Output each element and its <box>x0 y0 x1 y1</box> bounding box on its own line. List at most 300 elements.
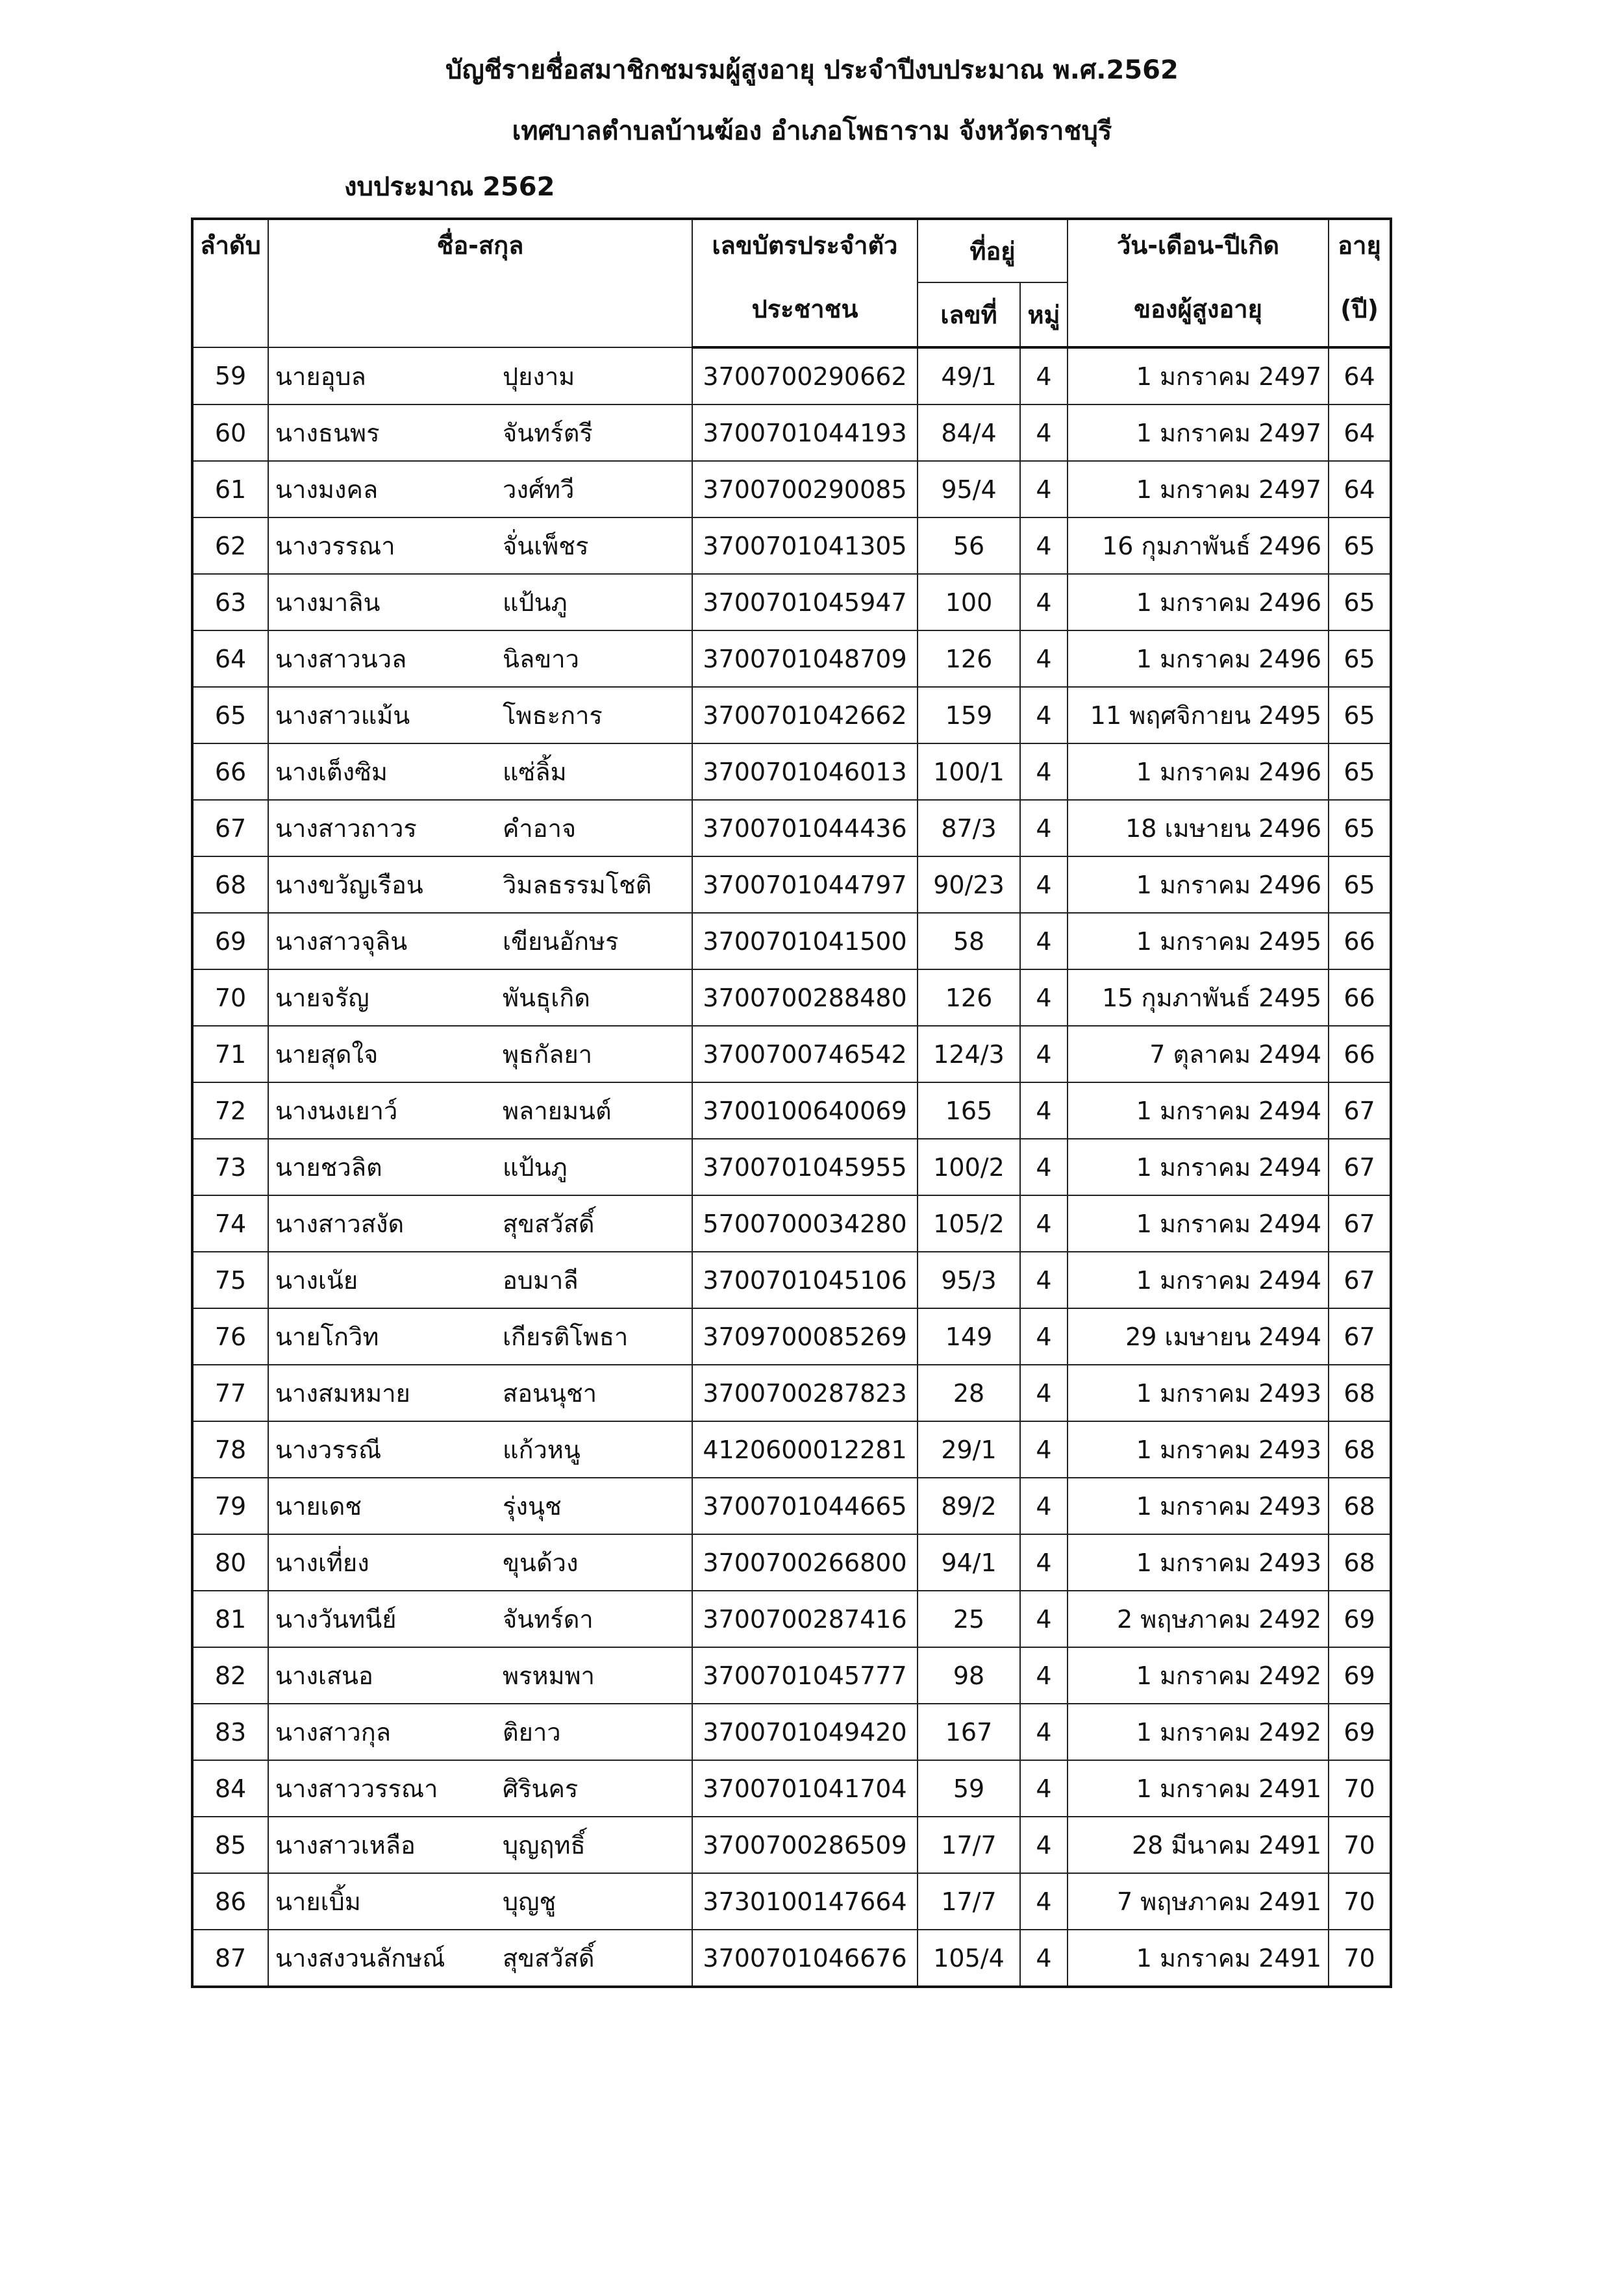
table-row <box>192 1082 1391 1139</box>
first-name: นายชวลิต <box>275 1153 382 1182</box>
table-row <box>192 856 1391 913</box>
member-name <box>268 1421 692 1478</box>
header-order: ลำดับ <box>192 219 268 347</box>
moo-number: 4 <box>1020 743 1068 800</box>
last-name: ติยาว <box>503 1718 561 1747</box>
house-number: 126 <box>918 969 1020 1026</box>
member-name <box>268 1817 692 1873</box>
table-row <box>192 1026 1391 1082</box>
date-of-birth: 16 กุมภาพันธ์ 2496 <box>1068 517 1329 574</box>
moo-number: 4 <box>1020 1647 1068 1704</box>
citizen-id: 3700701044665 <box>692 1478 918 1534</box>
row-number: 59 <box>192 347 268 404</box>
row-number: 87 <box>192 1930 268 1987</box>
date-of-birth: 1 มกราคม 2493 <box>1068 1421 1329 1478</box>
member-name <box>268 630 692 687</box>
house-number: 29/1 <box>918 1421 1020 1478</box>
first-name: นายอุบล <box>275 362 366 391</box>
member-name <box>268 1873 692 1930</box>
moo-number: 4 <box>1020 630 1068 687</box>
header-age-line2: (ปี) <box>1329 282 1391 347</box>
table-row <box>192 517 1391 574</box>
citizen-id: 3700100640069 <box>692 1082 918 1139</box>
last-name: วิมลธรรมโชติ <box>503 871 652 899</box>
table-row <box>192 1365 1391 1421</box>
age: 67 <box>1329 1252 1391 1308</box>
citizen-id: 3700700290662 <box>692 347 918 404</box>
age: 65 <box>1329 630 1391 687</box>
date-of-birth: 1 มกราคม 2496 <box>1068 630 1329 687</box>
first-name: นางเที่ยง <box>275 1549 369 1577</box>
row-number: 67 <box>192 800 268 856</box>
house-number: 49/1 <box>918 347 1020 404</box>
last-name: ขุนด้วง <box>503 1549 579 1577</box>
citizen-id: 3700700746542 <box>692 1026 918 1082</box>
moo-number: 4 <box>1020 404 1068 461</box>
date-of-birth: 1 มกราคม 2496 <box>1068 856 1329 913</box>
table-row <box>192 1252 1391 1308</box>
house-number: 58 <box>918 913 1020 969</box>
age: 69 <box>1329 1704 1391 1760</box>
table-row <box>192 574 1391 630</box>
member-name <box>268 1308 692 1365</box>
last-name: เขียนอักษร <box>503 927 619 956</box>
first-name: นางสมหมาย <box>275 1379 410 1408</box>
date-of-birth: 1 มกราคม 2492 <box>1068 1647 1329 1704</box>
house-number: 89/2 <box>918 1478 1020 1534</box>
table-row <box>192 1817 1391 1873</box>
citizen-id: 3700701044193 <box>692 404 918 461</box>
moo-number: 4 <box>1020 1365 1068 1421</box>
row-number: 74 <box>192 1195 268 1252</box>
age: 68 <box>1329 1534 1391 1591</box>
table-row <box>192 1760 1391 1817</box>
table-row <box>192 1873 1391 1930</box>
row-number: 84 <box>192 1760 268 1817</box>
age: 64 <box>1329 461 1391 517</box>
table-row <box>192 1647 1391 1704</box>
age: 70 <box>1329 1760 1391 1817</box>
row-number: 81 <box>192 1591 268 1647</box>
first-name: นางวรรณี <box>275 1436 382 1464</box>
row-number: 77 <box>192 1365 268 1421</box>
last-name: สุขสวัสดิ์ <box>503 1944 595 1973</box>
moo-number: 4 <box>1020 1534 1068 1591</box>
house-number: 87/3 <box>918 800 1020 856</box>
member-name <box>268 404 692 461</box>
citizen-id: 5700700034280 <box>692 1195 918 1252</box>
row-number: 71 <box>192 1026 268 1082</box>
table-row <box>192 630 1391 687</box>
header-moo: หมู่ <box>1020 282 1068 347</box>
last-name: พุธกัลยา <box>503 1040 593 1069</box>
last-name: แป้นภู <box>503 1153 568 1182</box>
date-of-birth: 1 มกราคม 2495 <box>1068 913 1329 969</box>
house-number: 56 <box>918 517 1020 574</box>
age: 65 <box>1329 800 1391 856</box>
first-name: นางขวัญเรือน <box>275 871 423 899</box>
table-row <box>192 461 1391 517</box>
first-name: นางเสนอ <box>275 1661 373 1690</box>
age: 67 <box>1329 1082 1391 1139</box>
last-name: พรหมพา <box>503 1661 595 1690</box>
house-number: 149 <box>918 1308 1020 1365</box>
house-number: 105/4 <box>918 1930 1020 1987</box>
age: 65 <box>1329 517 1391 574</box>
first-name: นางมงคล <box>275 475 379 504</box>
member-name <box>268 1026 692 1082</box>
house-number: 94/1 <box>918 1534 1020 1591</box>
header-dob-line1: วัน-เดือน-ปีเกิด <box>1068 219 1329 282</box>
citizen-id: 3700701046676 <box>692 1930 918 1987</box>
table-row <box>192 687 1391 743</box>
member-name <box>268 1704 692 1760</box>
citizen-id: 3700701048709 <box>692 630 918 687</box>
member-name <box>268 1195 692 1252</box>
date-of-birth: 1 มกราคม 2493 <box>1068 1365 1329 1421</box>
moo-number: 4 <box>1020 687 1068 743</box>
row-number: 72 <box>192 1082 268 1139</box>
last-name: คำอาจ <box>503 814 577 843</box>
moo-number: 4 <box>1020 461 1068 517</box>
date-of-birth: 2 พฤษภาคม 2492 <box>1068 1591 1329 1647</box>
moo-number: 4 <box>1020 1478 1068 1534</box>
date-of-birth: 28 มีนาคม 2491 <box>1068 1817 1329 1873</box>
row-number: 69 <box>192 913 268 969</box>
date-of-birth: 1 มกราคม 2494 <box>1068 1139 1329 1195</box>
last-name: แซ่ลิ้ม <box>503 758 567 786</box>
date-of-birth: 1 มกราคม 2494 <box>1068 1195 1329 1252</box>
first-name: นายสุดใจ <box>275 1040 379 1069</box>
table-body <box>192 347 1391 1987</box>
row-number: 76 <box>192 1308 268 1365</box>
member-name <box>268 856 692 913</box>
house-number: 105/2 <box>918 1195 1020 1252</box>
date-of-birth: 1 มกราคม 2491 <box>1068 1930 1329 1987</box>
header-dob-line2: ของผู้สูงอายุ <box>1068 282 1329 347</box>
citizen-id: 3700700286509 <box>692 1817 918 1873</box>
house-number: 100/1 <box>918 743 1020 800</box>
last-name: บุญฤทธิ์ <box>503 1831 586 1860</box>
last-name: จันทร์ตรี <box>503 419 593 447</box>
table-row <box>192 1534 1391 1591</box>
row-number: 60 <box>192 404 268 461</box>
member-name <box>268 1478 692 1534</box>
last-name: แป้นภู <box>503 588 568 617</box>
house-number: 98 <box>918 1647 1020 1704</box>
row-number: 68 <box>192 856 268 913</box>
citizen-id: 3700700266800 <box>692 1534 918 1591</box>
moo-number: 4 <box>1020 1817 1068 1873</box>
table-row <box>192 1930 1391 1987</box>
row-number: 66 <box>192 743 268 800</box>
age: 66 <box>1329 913 1391 969</box>
age: 67 <box>1329 1139 1391 1195</box>
age: 70 <box>1329 1930 1391 1987</box>
moo-number: 4 <box>1020 1591 1068 1647</box>
house-number: 95/4 <box>918 461 1020 517</box>
table-row <box>192 404 1391 461</box>
member-name <box>268 743 692 800</box>
moo-number: 4 <box>1020 574 1068 630</box>
first-name: นายเบิ้ม <box>275 1887 361 1916</box>
last-name: อบมาลี <box>503 1266 579 1295</box>
first-name: นางมาลิน <box>275 588 381 617</box>
house-number: 159 <box>918 687 1020 743</box>
table-row <box>192 913 1391 969</box>
row-number: 82 <box>192 1647 268 1704</box>
first-name: นางสงวนลักษณ์ <box>275 1944 445 1973</box>
first-name: นางวันทนีย์ <box>275 1605 397 1634</box>
citizen-id: 3730100147664 <box>692 1873 918 1930</box>
row-number: 75 <box>192 1252 268 1308</box>
row-number: 79 <box>192 1478 268 1534</box>
header-id-line2: ประชาชน <box>692 282 918 347</box>
age: 65 <box>1329 743 1391 800</box>
first-name: นางวรรณา <box>275 532 395 560</box>
member-name <box>268 1139 692 1195</box>
moo-number: 4 <box>1020 1139 1068 1195</box>
age: 64 <box>1329 404 1391 461</box>
date-of-birth: 7 พฤษภาคม 2491 <box>1068 1873 1329 1930</box>
date-of-birth: 1 มกราคม 2491 <box>1068 1760 1329 1817</box>
header-row <box>192 219 1391 282</box>
row-number: 86 <box>192 1873 268 1930</box>
date-of-birth: 18 เมษายน 2496 <box>1068 800 1329 856</box>
age: 65 <box>1329 574 1391 630</box>
first-name: นางสาวแม้น <box>275 701 410 730</box>
row-number: 70 <box>192 969 268 1026</box>
last-name: นิลขาว <box>503 645 579 673</box>
citizen-id: 3700701041704 <box>692 1760 918 1817</box>
date-of-birth: 1 มกราคม 2493 <box>1068 1478 1329 1534</box>
citizen-id: 3709700085269 <box>692 1308 918 1365</box>
table-row <box>192 1478 1391 1534</box>
last-name: วงศ์ทวี <box>503 475 575 504</box>
moo-number: 4 <box>1020 969 1068 1026</box>
moo-number: 4 <box>1020 800 1068 856</box>
row-number: 85 <box>192 1817 268 1873</box>
moo-number: 4 <box>1020 1760 1068 1817</box>
first-name: นางสาวนวล <box>275 645 407 673</box>
moo-number: 4 <box>1020 1026 1068 1082</box>
table-row <box>192 1704 1391 1760</box>
table-row <box>192 743 1391 800</box>
age: 67 <box>1329 1308 1391 1365</box>
citizen-id: 3700701046013 <box>692 743 918 800</box>
house-number: 100 <box>918 574 1020 630</box>
date-of-birth: 11 พฤศจิกายน 2495 <box>1068 687 1329 743</box>
moo-number: 4 <box>1020 1252 1068 1308</box>
header-name: ชื่อ-สกุล <box>268 219 692 347</box>
member-name <box>268 687 692 743</box>
house-number: 167 <box>918 1704 1020 1760</box>
house-number: 25 <box>918 1591 1020 1647</box>
date-of-birth: 1 มกราคม 2496 <box>1068 574 1329 630</box>
header-house-no: เลขที่ <box>918 282 1020 347</box>
table-row <box>192 1591 1391 1647</box>
age: 66 <box>1329 969 1391 1026</box>
row-number: 73 <box>192 1139 268 1195</box>
member-name <box>268 913 692 969</box>
citizen-id: 3700701045947 <box>692 574 918 630</box>
last-name: โพธะการ <box>503 701 603 730</box>
last-name: แก้วหนู <box>503 1436 581 1464</box>
citizen-id: 3700701045777 <box>692 1647 918 1704</box>
house-number: 28 <box>918 1365 1020 1421</box>
first-name: นางสาววรรณา <box>275 1774 438 1803</box>
house-number: 17/7 <box>918 1873 1020 1930</box>
citizen-id: 3700701041305 <box>692 517 918 574</box>
citizen-id: 3700701041500 <box>692 913 918 969</box>
first-name: นายโกวิท <box>275 1323 379 1351</box>
citizen-id: 3700701049420 <box>692 1704 918 1760</box>
date-of-birth: 1 มกราคม 2497 <box>1068 404 1329 461</box>
budget-label: งบประมาณ 2562 <box>344 172 555 202</box>
age: 64 <box>1329 347 1391 404</box>
table-row <box>192 1195 1391 1252</box>
first-name: นางสาวกุล <box>275 1718 392 1747</box>
last-name: จั่นเพ็ชร <box>503 532 589 560</box>
age: 69 <box>1329 1591 1391 1647</box>
members-table <box>191 218 1392 1988</box>
moo-number: 4 <box>1020 1873 1068 1930</box>
first-name: นางเต็งซิม <box>275 758 388 786</box>
age: 70 <box>1329 1873 1391 1930</box>
member-name <box>268 517 692 574</box>
row-number: 63 <box>192 574 268 630</box>
citizen-id: 3700701044436 <box>692 800 918 856</box>
age: 65 <box>1329 856 1391 913</box>
house-number: 17/7 <box>918 1817 1020 1873</box>
moo-number: 4 <box>1020 1082 1068 1139</box>
member-name <box>268 1930 692 1987</box>
last-name: จันทร์ดา <box>503 1605 593 1634</box>
header-id-line1: เลขบัตรประจำตัว <box>692 219 918 282</box>
member-name <box>268 1591 692 1647</box>
age: 69 <box>1329 1647 1391 1704</box>
house-number: 124/3 <box>918 1026 1020 1082</box>
document-subtitle: เทศบาลตำบลบ้านฆ้อง อำเภอโพธาราม จังหวัดราชบุรี <box>512 116 1112 146</box>
citizen-id: 3700700288480 <box>692 969 918 1026</box>
member-name <box>268 1252 692 1308</box>
citizen-id: 3700701045955 <box>692 1139 918 1195</box>
member-name <box>268 347 692 404</box>
first-name: นางธนพร <box>275 419 380 447</box>
document-title: บัญชีรายชื่อสมาชิกชมรมผู้สูงอายุ ประจำปีงบประมาณ พ.ศ.2562 <box>445 55 1179 85</box>
moo-number: 4 <box>1020 1195 1068 1252</box>
house-number: 90/23 <box>918 856 1020 913</box>
first-name: นางสาวเหลือ <box>275 1831 416 1860</box>
table-row <box>192 1139 1391 1195</box>
age: 66 <box>1329 1026 1391 1082</box>
first-name: นางเนัย <box>275 1266 358 1295</box>
age: 65 <box>1329 687 1391 743</box>
member-name <box>268 1647 692 1704</box>
first-name: นางสาวสงัด <box>275 1210 405 1238</box>
last-name: สอนนุชา <box>503 1379 597 1408</box>
header-address: ที่อยู่ <box>918 219 1068 282</box>
date-of-birth: 1 มกราคม 2492 <box>1068 1704 1329 1760</box>
last-name: พลายมนต์ <box>503 1097 612 1125</box>
table-row <box>192 347 1391 404</box>
member-name <box>268 574 692 630</box>
date-of-birth: 1 มกราคม 2494 <box>1068 1252 1329 1308</box>
first-name: นายเดช <box>275 1492 362 1521</box>
header-age-line1: อายุ <box>1329 219 1391 282</box>
row-number: 61 <box>192 461 268 517</box>
last-name: พันธุเกิด <box>503 984 590 1012</box>
citizen-id: 3700701042662 <box>692 687 918 743</box>
last-name: บุญชู <box>503 1887 556 1916</box>
table-row <box>192 1308 1391 1365</box>
first-name: นายจรัญ <box>275 984 369 1012</box>
date-of-birth: 29 เมษายน 2494 <box>1068 1308 1329 1365</box>
citizen-id: 3700700287823 <box>692 1365 918 1421</box>
citizen-id: 3700701045106 <box>692 1252 918 1308</box>
table-row <box>192 969 1391 1026</box>
moo-number: 4 <box>1020 1704 1068 1760</box>
age: 67 <box>1329 1195 1391 1252</box>
row-number: 64 <box>192 630 268 687</box>
age: 68 <box>1329 1478 1391 1534</box>
row-number: 62 <box>192 517 268 574</box>
moo-number: 4 <box>1020 517 1068 574</box>
date-of-birth: 1 มกราคม 2497 <box>1068 461 1329 517</box>
last-name: รุ่งนุช <box>503 1492 562 1521</box>
last-name: เกียรติโพธา <box>503 1323 629 1351</box>
member-name <box>268 461 692 517</box>
date-of-birth: 1 มกราคม 2493 <box>1068 1534 1329 1591</box>
member-name <box>268 800 692 856</box>
table-row <box>192 800 1391 856</box>
citizen-id: 4120600012281 <box>692 1421 918 1478</box>
last-name: ศิรินคร <box>503 1774 579 1803</box>
date-of-birth: 15 กุมภาพันธ์ 2495 <box>1068 969 1329 1026</box>
citizen-id: 3700700287416 <box>692 1591 918 1647</box>
age: 70 <box>1329 1817 1391 1873</box>
date-of-birth: 7 ตุลาคม 2494 <box>1068 1026 1329 1082</box>
citizen-id: 3700701044797 <box>692 856 918 913</box>
citizen-id: 3700700290085 <box>692 461 918 517</box>
date-of-birth: 1 มกราคม 2497 <box>1068 347 1329 404</box>
age: 68 <box>1329 1421 1391 1478</box>
table-row <box>192 1421 1391 1478</box>
date-of-birth: 1 มกราคม 2496 <box>1068 743 1329 800</box>
moo-number: 4 <box>1020 1930 1068 1987</box>
house-number: 165 <box>918 1082 1020 1139</box>
moo-number: 4 <box>1020 1421 1068 1478</box>
first-name: นางสาวถาวร <box>275 814 417 843</box>
house-number: 84/4 <box>918 404 1020 461</box>
date-of-birth: 1 มกราคม 2494 <box>1068 1082 1329 1139</box>
member-name <box>268 1534 692 1591</box>
member-name <box>268 1365 692 1421</box>
house-number: 59 <box>918 1760 1020 1817</box>
moo-number: 4 <box>1020 913 1068 969</box>
member-name <box>268 1082 692 1139</box>
last-name: ปุยงาม <box>503 362 575 391</box>
age: 68 <box>1329 1365 1391 1421</box>
moo-number: 4 <box>1020 856 1068 913</box>
row-number: 65 <box>192 687 268 743</box>
row-number: 78 <box>192 1421 268 1478</box>
moo-number: 4 <box>1020 1308 1068 1365</box>
first-name: นางสาวจุลิน <box>275 927 408 956</box>
house-number: 126 <box>918 630 1020 687</box>
row-number: 80 <box>192 1534 268 1591</box>
first-name: นางนงเยาว์ <box>275 1097 398 1125</box>
